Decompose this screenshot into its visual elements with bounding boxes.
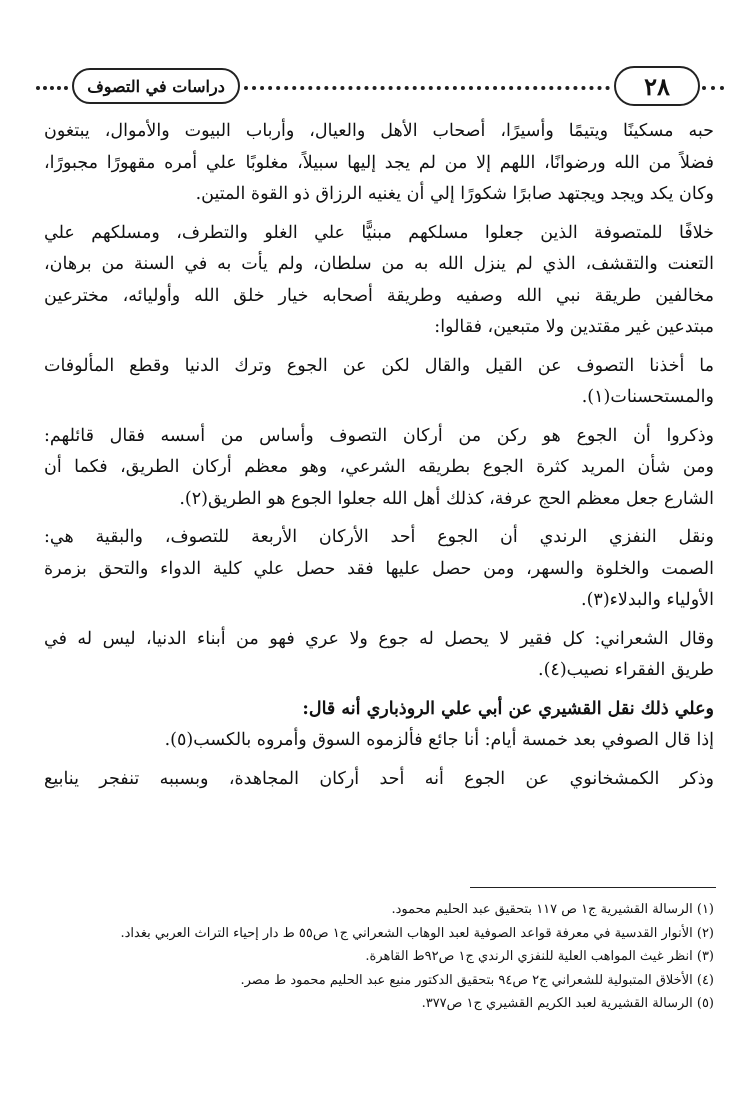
body-line: ما أخذنا التصوف عن القيل والقال لكن عن الجوع وترك الدنيا وقطع المألوفات [44, 355, 714, 376]
body-line: وكان يكد ويجد ويجتهد صابرًا شكورًا إلي أن يغنيه الرزاق ذو القوة المتين. [195, 184, 714, 204]
footnotes [44, 898, 714, 1016]
body-line: وذكر الكمشخانوي عن الجوع أنه أحد أركان المجاهدة، وبسببه تنفجر ينابيع [44, 768, 714, 789]
body-line: مخالفين طريقة نبي الله وصفيه وطريقة أصحابه خيار خلق الله وأوليائه، مخترعين [44, 285, 714, 306]
body-line: وذكروا أن الجوع هو ركن من أركان التصوف وأساس من أسسه فقال قائلهم: [44, 425, 714, 446]
body-line: الشارع جعل معظم الحج عرفة، كذلك أهل الله جعلوا الجوع هو الطريق(٢). [179, 488, 714, 509]
body-line: وعلي ذلك نقل القشيري عن أبي علي الروذباري أنه قال: [302, 698, 714, 719]
page-number: ٢٨ [614, 66, 700, 106]
footnote: (٤) الأخلاق المتبولية للشعراني ج٢ ص٩٤ بتحقيق الدكتور منيع عبد الحليم محمود ط مصر. [240, 972, 714, 988]
header-ornament-middle [244, 86, 610, 90]
footnote: (١) الرسالة القشيرية ج١ ص ١١٧ بتحقيق عبد الحليم محمود. [391, 902, 714, 917]
header-ornament-right [702, 86, 724, 90]
body-line: الصمت والخلوة والسهر، ومن حصل عليها فقد حصل علي كلية الدواء والتحق بزمرة [44, 558, 714, 579]
body-line: الأولياء والبدلاء(٣). [581, 590, 714, 610]
body-line: والمستحسنات(١). [581, 387, 714, 407]
footnote: (٥) الرسالة القشيرية لعبد الكريم القشيري ج١ ص٣٧٧. [421, 996, 714, 1011]
body-text [44, 116, 714, 795]
body-line: التعنت والتقشف، الذي لم ينزل الله به من سلطان، ولم يأت به في السنة من برهان، [44, 254, 714, 274]
body-line: ونقل النفزي الرندي أن الجوع أحد الأركان الأربعة للتصوف، والبقية هي: [44, 527, 714, 547]
header-ornament-left [36, 86, 68, 90]
body-line: طريق الفقراء نصيب(٤). [538, 660, 714, 680]
footnote: (٢) الأنوار القدسية في معرفة قواعد الصوفية لعبد الوهاب الشعراني ج١ ص٥٥ ط دار إحياء التراث العربي بغداد. [120, 925, 714, 941]
page-header [36, 64, 722, 110]
body-line: ومن شأن المريد كثرة الجوع بطريقه الشرعي، وهو معظم أركان الطريق، فكما أن [44, 457, 714, 477]
body-line: وقال الشعراني: كل فقير لا يحصل له جوع ولا عري فهو من أبناء الدنيا، ليس له في [44, 628, 714, 649]
body-line: فضلاً من الله ورضوانًا، اللهم إلا من لم يجد إليها سبيلاً، مغلوبًا علي أمره مقهورًا مجبورًا، [44, 152, 714, 173]
body-line: إذا قال الصوفي بعد خمسة أيام: أنا جائع فألزموه السوق وأمروه بالكسب(٥). [164, 730, 714, 750]
footnote-divider [470, 887, 716, 888]
body-line: مبتدعين غير مقتدين ولا متبعين، فقالوا: [434, 317, 714, 337]
body-line: حبه مسكينًا ويتيمًا وأسيرًا، أصحاب الأهل والعيال، وأرباب البيوت والأموال، يبتغون [44, 121, 714, 141]
running-title: دراسات في التصوف [72, 68, 240, 104]
footnote: (٣) انظر غيث المواهب العلية للنفزي الرندي ج١ ص٩٢ط القاهرة. [365, 949, 714, 964]
body-line: خلافًا للمتصوفة الذين جعلوا مسلكهم مبنيًّا علي الغلو والتطرف، ومسلكهم علي [44, 222, 714, 243]
